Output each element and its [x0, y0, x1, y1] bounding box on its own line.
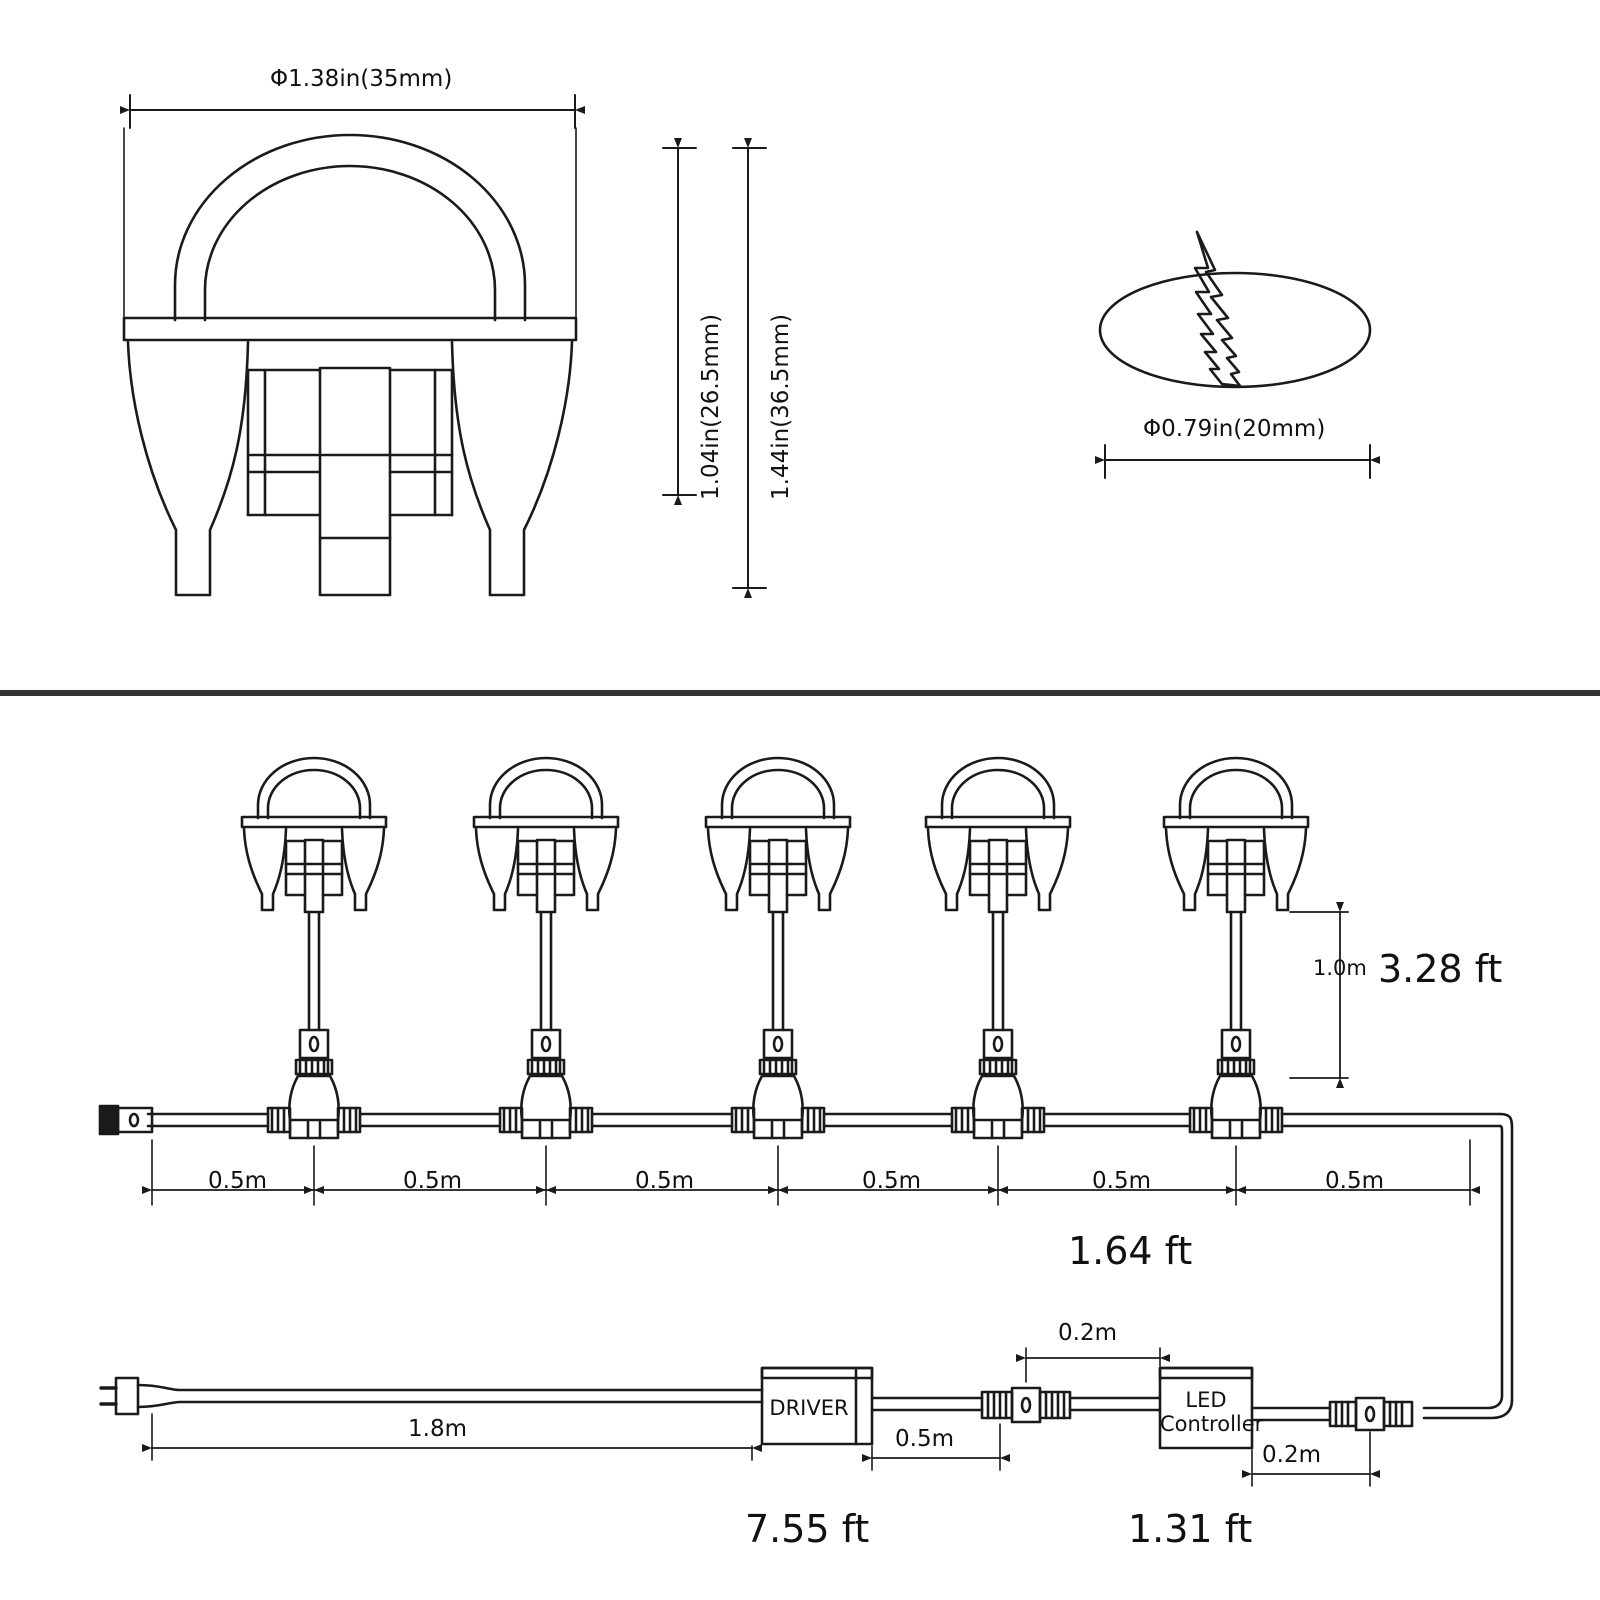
driver-box-label: DRIVER — [769, 1396, 849, 1420]
controller-box-label-line1: LED — [1185, 1388, 1227, 1412]
label-controller-imperial: 1.31 ft — [1128, 1507, 1253, 1551]
dim-drop-height — [1290, 912, 1348, 1078]
label-spacing-2: 0.5m — [403, 1168, 462, 1194]
deck-light-1 — [242, 758, 386, 1138]
fixture-front-view-large — [124, 135, 576, 595]
label-spacing-4: 0.5m — [862, 1168, 921, 1194]
label-spacing-imperial: 1.64 ft — [1068, 1229, 1193, 1273]
label-spacing-3: 0.5m — [635, 1168, 694, 1194]
label-spacing-5: 0.5m — [1092, 1168, 1151, 1194]
main-bus-cable — [100, 1106, 1512, 1418]
label-controller-out: 0.2m — [1262, 1442, 1321, 1468]
label-spacing-1: 0.5m — [208, 1168, 267, 1194]
label-drop-height-metric: 1.0m — [1313, 956, 1367, 980]
label-hole-diameter: Φ0.79in(20mm) — [1143, 416, 1326, 442]
deck-light-4 — [926, 758, 1070, 1138]
label-driver-to-connector: 0.5m — [895, 1426, 954, 1452]
dim-spacing-row — [152, 1140, 1470, 1205]
label-fixture-width: Φ1.38in(35mm) — [270, 66, 453, 92]
label-fixture-height-outer: 1.44in(36.5mm) — [768, 313, 794, 500]
dim-controller-in — [1026, 1348, 1160, 1382]
deck-light-2 — [474, 758, 618, 1138]
label-drop-height-imperial: 3.28 ft — [1378, 947, 1503, 991]
deck-light-5 — [1164, 758, 1308, 1138]
label-driver-cable-imperial: 7.55 ft — [745, 1507, 870, 1551]
dim-hole-diameter — [1105, 445, 1370, 478]
dim-fixture-width — [124, 95, 576, 318]
dim-fixture-height-outer — [733, 148, 766, 588]
drill-hole-ellipse — [1100, 232, 1370, 387]
label-driver-cable-metric: 1.8m — [408, 1416, 467, 1442]
deck-light-3 — [706, 758, 850, 1138]
dim-fixture-height-inner — [663, 148, 696, 495]
label-spacing-6: 0.5m — [1325, 1168, 1384, 1194]
controller-box-label-line2: Controller — [1160, 1412, 1264, 1436]
label-fixture-height-inner: 1.04in(26.5mm) — [698, 313, 724, 500]
label-controller-in: 0.2m — [1058, 1320, 1117, 1346]
